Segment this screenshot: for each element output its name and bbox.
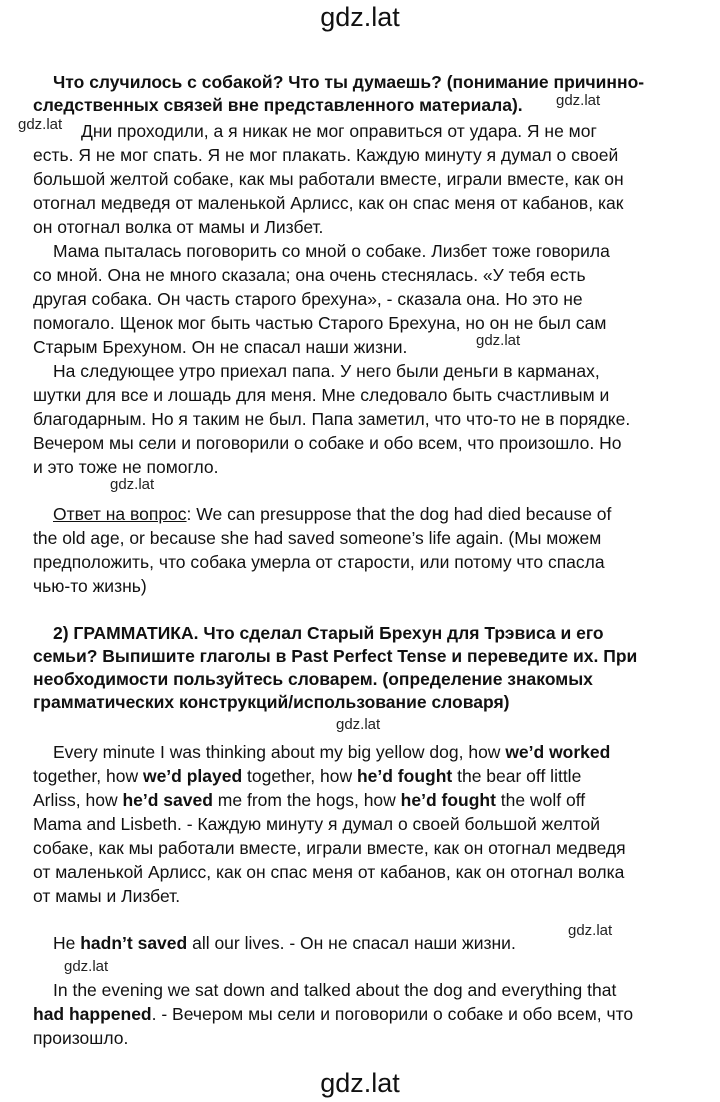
past-perfect-verb: hadn’t saved [80,933,188,953]
text-span: together, how [242,766,357,786]
text-line: In the evening we sat down and talked about the dog and everything that [53,980,617,1000]
text-span: . - Вечером мы сели и поговорили о собаке и обо всем, что [151,1004,634,1024]
text-line: от маленькой Арлисс, как он спас меня от кабанов, как он отогнал волка [33,862,625,882]
text-span: together, how [33,766,143,786]
past-perfect-verb: we’d worked [505,742,611,762]
text-line [33,764,581,788]
answer-text: : We can presuppose that the dog had died because of [186,504,612,524]
text-line [53,931,516,955]
text-line: и это тоже не помогло. [33,457,219,477]
past-perfect-verb: he’d fought [356,766,453,786]
past-perfect-verb: we’d played [142,766,243,786]
text-line [53,740,610,764]
text-span: He [53,933,81,953]
site-header[interactable]: gdz.lat [320,2,400,32]
watermark: gdz.lat [556,92,601,109]
watermark: gdz.lat [18,116,63,133]
text-span: me from the hogs, how [212,790,401,810]
text-line: есть. Я не мог спать. Я не мог плакать. Каждую минуту я думал о своей [33,145,619,165]
heading-line: семьи? Выпишите глаголы в Past Perfect Tense и переведите их. При [33,646,638,666]
text-line: шутки для все и лошадь для меня. Мне следовало быть счастливым и [33,385,610,405]
text-line [33,1002,633,1026]
past-perfect-verb: had happened [33,1004,152,1024]
text-line [33,788,585,812]
past-perfect-verb: he’d fought [400,790,496,810]
text-line: Дни проходили, а я никак не мог оправиться от удара. Я не мог [81,121,597,141]
text-line [53,502,611,526]
watermark: gdz.lat [476,332,521,349]
text-span: Every minute I was thinking about my big yellow dog, how [53,742,506,762]
text-line: отогнал медведя от маленькой Арлисс, как он спас меня от кабанов, как [33,193,624,213]
text-line: Вечером мы сели и поговорили о собаке и обо всем, что произошло. Но [33,433,622,453]
text-line: Старым Брехуном. Он не спасал наши жизни. [33,337,408,357]
text-line: the old age, or because she had saved someone’s life again. (Мы можем [33,528,602,548]
text-span: the wolf off [495,790,586,810]
text-line: На следующее утро приехал папа. У него были деньги в карманах, [53,361,600,381]
text-line: от мамы и Лизбет. [33,886,181,906]
watermark: gdz.lat [568,922,613,939]
text-line: другая собака. Он часть старого брехуна», - сказала она. Но это не [33,289,583,309]
watermark: gdz.lat [336,716,381,733]
text-line: благодарным. Но я таким не был. Папа заметил, что что-то не в порядке. [33,409,631,429]
heading-line: Что случилось с собакой? Что ты думаешь? (понимание причинно- [53,72,645,92]
text-line: чью-то жизнь) [33,576,147,596]
text-line: произошло. [33,1028,129,1048]
text-span: the bear off little [452,766,582,786]
past-perfect-verb: he’d saved [122,790,213,810]
heading-line: следственных связей вне представленного материала). [33,95,523,115]
text-line: предположить, что собака умерла от старости, или потому что спасла [33,552,605,572]
text-line: со мной. Она не много сказала; она очень стеснялась. «У тебя есть [33,265,586,285]
text-line: большой желтой собаке, как мы работали вместе, играли вместе, как он [33,169,624,189]
text-line: он отогнал волка от мамы и Лизбет. [33,217,324,237]
text-line: Мама пыталась поговорить со мной о собаке. Лизбет тоже говорила [53,241,610,261]
heading-line: 2) ГРАММАТИКА. Что сделал Старый Брехун для Трэвиса и его [53,623,604,643]
text-line: Mama and Lisbeth. - Каждую минуту я думал о своей большой желтой [33,814,601,834]
text-line: собаке, как мы работали вместе, играли вместе, как он отогнал медведя [33,838,626,858]
watermark: gdz.lat [110,476,155,493]
text-span: Arliss, how [33,790,123,810]
site-footer[interactable]: gdz.lat [320,1068,400,1098]
watermark: gdz.lat [64,958,109,975]
heading-line: грамматических конструкций/использование словаря) [33,692,510,712]
text-line: помогало. Щенок мог быть частью Старого Брехуна, но он не был сам [33,313,607,333]
heading-line: необходимости пользуйтесь словарем. (определение знакомых [33,669,593,689]
answer-label: Ответ на вопрос [53,504,187,524]
text-span: all our lives. - Он не спасал наши жизни. [187,933,516,953]
